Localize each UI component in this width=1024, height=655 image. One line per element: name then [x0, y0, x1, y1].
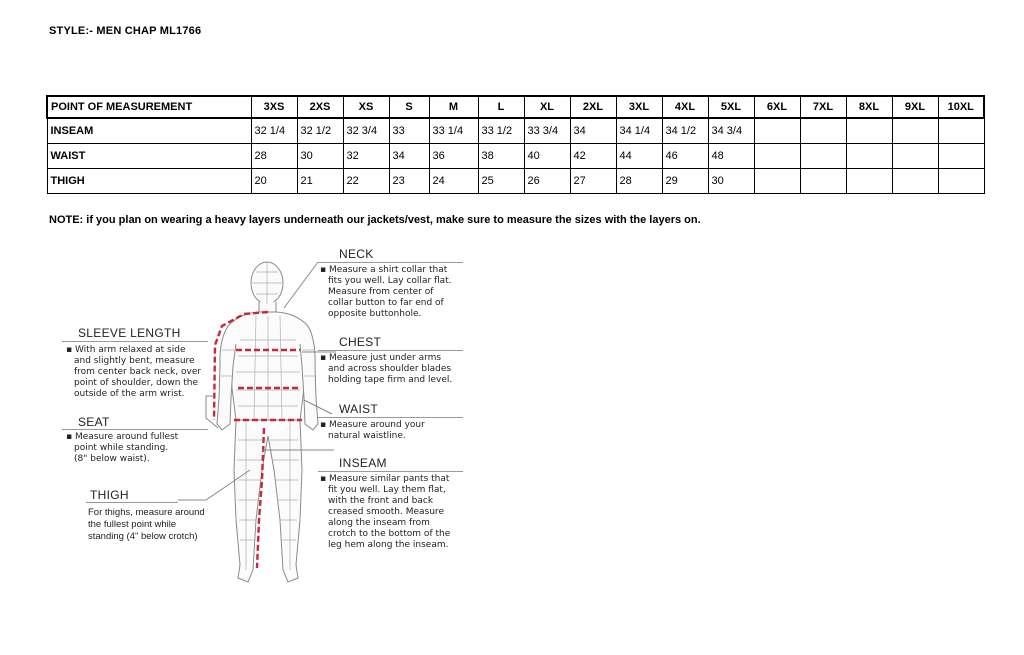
measurement-value-cell: 36: [429, 144, 478, 169]
measurement-value-cell: 29: [662, 169, 708, 194]
measurement-label-cell: WAIST: [47, 144, 251, 169]
size-header-cell: 5XL: [708, 96, 754, 118]
thigh-rule: [86, 502, 178, 503]
size-header-cell: L: [478, 96, 524, 118]
chest-description: ▪ Measure just under arms and across shoulder blades holding tape firm and level.: [320, 353, 453, 385]
measurement-value-cell: 44: [616, 144, 662, 169]
waist-description: ▪ Measure around your natural waistline.: [320, 420, 425, 441]
size-header-cell: 10XL: [938, 96, 984, 118]
inseam-heading: INSEAM: [339, 456, 387, 470]
neck-description: ▪ Measure a shirt collar that fits you well. Lay collar flat. Measure from center of collar button to far end of opposite buttonhole.: [320, 265, 452, 319]
measurement-value-cell: 32 1/4: [251, 118, 297, 144]
measurement-value-cell: 34: [389, 144, 429, 169]
size-header-cell: 6XL: [754, 96, 800, 118]
measurement-value-cell: 33 1/4: [429, 118, 478, 144]
inseam-description: ▪ Measure similar pants that fit you well. Lay them flat, with the front and back creased smooth. Measure along the inseam from crotch to the bottom of the leg hem along the inseam.: [320, 474, 451, 550]
measurement-value-cell: 28: [251, 144, 297, 169]
measurement-value-cell: 23: [389, 169, 429, 194]
size-header-cell: 8XL: [846, 96, 892, 118]
sleeve-rule: [62, 341, 208, 342]
seat-description: ▪ Measure around fullest point while standing. (8" below waist).: [66, 432, 179, 464]
waist-heading: WAIST: [339, 402, 379, 416]
measurement-value-cell: 26: [524, 169, 570, 194]
measurement-value-cell: 22: [343, 169, 389, 194]
measurement-value-cell: 20: [251, 169, 297, 194]
thigh-heading: THIGH: [90, 488, 129, 502]
inseam-rule: [318, 471, 463, 472]
size-header-cell: 4XL: [662, 96, 708, 118]
size-header-cell: 2XL: [570, 96, 616, 118]
measurement-value-cell: 24: [429, 169, 478, 194]
sleeve-length-heading: SLEEVE LENGTH: [78, 326, 181, 340]
chest-heading: CHEST: [339, 335, 382, 349]
size-header-cell: S: [389, 96, 429, 118]
measurement-value-cell: 34 1/4: [616, 118, 662, 144]
measurement-value-cell: 33 3/4: [524, 118, 570, 144]
measurement-value-cell: 34 1/2: [662, 118, 708, 144]
seat-heading: SEAT: [78, 415, 110, 429]
measurement-value-cell: 32 1/2: [297, 118, 343, 144]
measurement-value-cell: 38: [478, 144, 524, 169]
layering-note: NOTE: if you plan on wearing a heavy layers underneath our jackets/vest, make sure to measure the sizes with the layers on.: [49, 214, 701, 226]
measurement-value-cell: 33 1/2: [478, 118, 524, 144]
measurement-value-cell: 30: [297, 144, 343, 169]
size-header-cell: 9XL: [892, 96, 938, 118]
size-header-cell: 7XL: [800, 96, 846, 118]
chest-rule: [318, 350, 463, 351]
measurement-value-cell: 34: [570, 118, 616, 144]
measurement-value-cell: 34 3/4: [708, 118, 754, 144]
measurement-value-cell: 46: [662, 144, 708, 169]
header-label-cell: POINT OF MEASUREMENT: [47, 96, 251, 118]
measurement-value-cell: 28: [616, 169, 662, 194]
neck-rule: [318, 262, 463, 263]
figure-outline: [217, 262, 318, 582]
neck-heading: NECK: [339, 247, 374, 261]
thigh-description: For thighs, measure around the fullest point while standing (4" below crotch): [88, 507, 205, 542]
size-header-cell: XS: [343, 96, 389, 118]
measurement-value-cell: 42: [570, 144, 616, 169]
sleeve-length-description: ▪ With arm relaxed at side and slightly bent, measure from center back neck, over point of shoulder, down the outside of the arm wrist.: [66, 345, 202, 399]
measurement-value-cell: 32: [343, 144, 389, 169]
measurement-value-cell: 21: [297, 169, 343, 194]
seat-rule: [62, 429, 208, 430]
measurement-label-cell: THIGH: [47, 169, 251, 194]
size-header-cell: 3XS: [251, 96, 297, 118]
measurement-value-cell: 32 3/4: [343, 118, 389, 144]
measurement-value-cell: 40: [524, 144, 570, 169]
waist-rule: [318, 417, 463, 418]
measurement-label-cell: INSEAM: [47, 118, 251, 144]
measurement-value-cell: 30: [708, 169, 754, 194]
measurement-value-cell: 48: [708, 144, 754, 169]
measurement-value-cell: 33: [389, 118, 429, 144]
size-header-cell: 2XS: [297, 96, 343, 118]
size-header-cell: M: [429, 96, 478, 118]
measurement-value-cell: 27: [570, 169, 616, 194]
size-header-cell: XL: [524, 96, 570, 118]
size-header-cell: 3XL: [616, 96, 662, 118]
style-title: STYLE:- MEN CHAP ML1766: [49, 25, 202, 37]
measurement-value-cell: 25: [478, 169, 524, 194]
